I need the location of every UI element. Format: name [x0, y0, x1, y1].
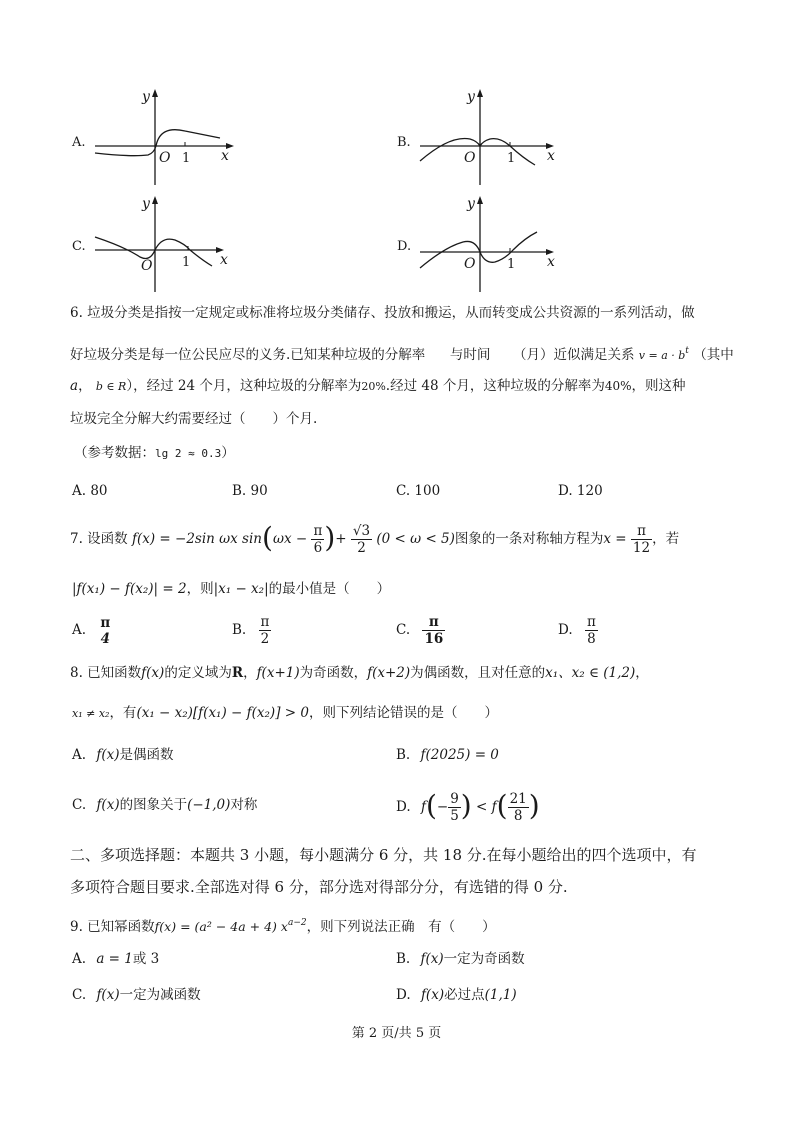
q6-option-c[interactable]: C. 100	[396, 483, 441, 499]
q8-option-d-frac2	[508, 791, 529, 824]
q9-option-d-text: 必过点	[444, 987, 485, 1003]
graph-c-o: O	[141, 258, 153, 274]
q8-option-c-point: (−1,0)	[187, 797, 231, 813]
graph-b-y: y	[467, 89, 475, 105]
q9-option-a-label: A.	[72, 951, 87, 967]
q7-option-c-num: π	[422, 614, 445, 631]
q7-option-c-label: C.	[396, 622, 411, 638]
q7-pi-over-6	[311, 523, 324, 556]
q7-option-b-den: 2	[260, 631, 270, 647]
q8-line1-a: 8. 已知函数	[70, 665, 142, 681]
graph-option-b	[395, 85, 575, 190]
q6-b-in-r: b ∈ R	[95, 380, 127, 393]
q8-option-c-text: 的图象关于	[119, 797, 188, 813]
q9-option-c-math: f(x)	[96, 987, 120, 1003]
q8-option-d-lp2: (	[496, 789, 508, 822]
q8-line1-c: ，	[243, 665, 257, 681]
q9-option-d-label: D.	[396, 987, 411, 1003]
q8-option-c-math: f(x)	[96, 797, 120, 813]
q8-line1	[70, 664, 649, 682]
q8-fx: f(x)	[141, 665, 165, 681]
q8-option-d-rp2: )	[528, 789, 540, 822]
q8-fx2: f(x+2)	[367, 665, 411, 681]
q8-line2-b: ，有	[109, 705, 137, 721]
q7-six: 6	[313, 540, 323, 556]
q9-line1	[70, 914, 496, 936]
q8-option-d-d2: 8	[513, 808, 523, 824]
graph-option-d	[395, 192, 575, 297]
q9-option-d[interactable]	[396, 986, 517, 1004]
q8-option-d-minus: −	[436, 799, 449, 815]
q7-plus: +	[335, 531, 347, 547]
q8-option-d-f1: f	[420, 799, 426, 815]
graph-c-label: C.	[72, 239, 86, 254]
q7-option-d-num: π	[586, 614, 596, 630]
q8-x1x2: x₁、x₂ ∈ (1,2)	[545, 665, 636, 681]
graph-b-x: x	[547, 148, 555, 164]
q6-var-a: a	[70, 378, 79, 394]
q7-option-a-frac	[98, 615, 112, 647]
q8-option-d-lt: < f	[476, 799, 497, 815]
q8-option-d-rp1: )	[460, 789, 472, 822]
graph-d-o: O	[464, 256, 476, 272]
q7-lparen: (	[262, 521, 273, 554]
q6-line2-b: 与时间	[449, 347, 491, 363]
q6-option-d[interactable]: D. 120	[558, 483, 603, 499]
q6-reference	[74, 444, 235, 463]
q9-option-c-text: 一定为减函数	[119, 987, 201, 1003]
q8-line2-c: ，则下列结论错误的是（ ）	[308, 705, 498, 721]
q9-option-b-math: f(x)	[420, 951, 444, 967]
graph-a-svg	[70, 85, 250, 190]
q6-line2	[70, 342, 734, 365]
q7-option-d-frac	[585, 614, 598, 647]
q8-R: R	[231, 665, 244, 681]
q7-pi-num: π	[313, 523, 323, 539]
graph-option-a	[70, 85, 250, 190]
q7-rparen: )	[324, 521, 336, 554]
q7-xeq: x =	[603, 531, 627, 547]
graph-c-y: y	[142, 196, 150, 212]
graph-d-svg	[395, 192, 575, 297]
graph-d-x: x	[547, 254, 555, 270]
page-footer: 第 2 页/共 5 页	[351, 1026, 442, 1041]
q8-option-a-label: A.	[72, 747, 87, 763]
q6-option-a[interactable]: A. 80	[72, 483, 108, 499]
q8-option-c-label: C.	[72, 797, 87, 813]
section2-heading-line2: 多项符合题目要求.全部选对得 6 分，部分选对得部分分，有选错的得 0 分.	[70, 878, 568, 896]
q9-option-d-math: f(x)	[420, 987, 445, 1003]
q8-option-c[interactable]	[72, 796, 257, 814]
q7-option-d-den: 8	[587, 631, 596, 647]
q8-option-c-end: 对称	[230, 797, 258, 813]
q6-comma: ，	[78, 378, 92, 394]
q6-formula: v = a · b	[638, 349, 686, 362]
q6-line3-h: ，则这种	[631, 378, 686, 394]
q7-twelve: 12	[632, 540, 651, 556]
q6-ref-b: lg 2 ≈ 0.3	[155, 447, 222, 460]
q6-formula-sup: t	[685, 346, 689, 356]
graph-b-svg	[395, 85, 575, 190]
q8-option-a-text: 是偶函数	[119, 747, 174, 763]
graph-b-one: 1	[507, 151, 516, 166]
q9-option-b-label: B.	[396, 951, 411, 967]
q9-option-c[interactable]	[72, 986, 201, 1004]
graph-a-one: 1	[182, 151, 191, 166]
q8-option-d-label: D.	[396, 799, 411, 815]
q7-line2-mid: ，则	[186, 581, 214, 597]
graph-d-y: y	[467, 196, 475, 212]
q6-line2-c: （月）近似满足关系	[512, 347, 635, 363]
q8-option-d-d1: 5	[450, 808, 459, 824]
q7-pi-num-2: π	[631, 523, 652, 540]
q7-option-b-num: π	[260, 614, 270, 630]
q7-prefix: 7. 设函数	[70, 531, 128, 547]
q7-two: 2	[357, 540, 366, 556]
graph-option-c	[70, 192, 250, 297]
q8-line1-e: 为偶函数，且对任意的	[410, 665, 546, 681]
q9-option-b[interactable]	[396, 950, 525, 968]
q7-option-c-frac	[422, 614, 445, 647]
q7-option-a[interactable]	[72, 612, 112, 648]
q8-option-d[interactable]	[396, 784, 540, 829]
q7-option-c[interactable]	[396, 612, 445, 648]
q7-line2	[72, 580, 390, 598]
q7-sqrt3-over-2	[351, 523, 372, 556]
q8-option-b-label: B.	[396, 747, 411, 763]
q6-line3	[70, 377, 686, 396]
graph-a-y: y	[142, 89, 150, 105]
graph-c-x: x	[220, 252, 228, 268]
graph-b-label: B.	[397, 135, 411, 150]
q8-option-d-frac1	[448, 791, 461, 824]
q7-option-b-frac	[259, 614, 272, 647]
q7-line1	[70, 516, 679, 560]
graph-d-label: D.	[397, 239, 412, 254]
q7-option-a-num: π	[100, 614, 111, 631]
q8-option-d-lp1: (	[425, 789, 437, 822]
q8-fx1: f(x+1)	[256, 665, 300, 681]
q8-line1-b: 的定义域为	[164, 665, 232, 681]
q7-inner: ωx −	[272, 531, 308, 547]
q7-option-a-label: A.	[72, 622, 87, 638]
q7-pi-over-12	[631, 523, 652, 556]
q9-option-b-text: 一定为奇函数	[443, 951, 525, 967]
q9-option-a-text: 或 3	[132, 951, 160, 967]
q9-option-a[interactable]	[72, 950, 159, 968]
q8-option-a-math: f(x)	[96, 747, 120, 763]
q8-line1-f: ，	[635, 665, 649, 681]
q8-option-d-n1: 9	[450, 791, 459, 807]
q6-ref-c: ）	[221, 445, 235, 461]
graph-d-one: 1	[507, 257, 516, 272]
q9-prefix: 9. 已知幂函数	[70, 919, 155, 935]
graph-b-o: O	[464, 150, 476, 166]
q6-rate-40: 40%	[604, 379, 632, 393]
q7-mid: 图象的一条对称轴方程为	[454, 531, 604, 547]
q6-line1: 6. 垃圾分类是指按一定规定或标准将垃圾分类储存、投放和搬运，从而转变成公共资源的一系列活动，做	[70, 305, 695, 321]
q8-option-d-n2: 21	[509, 791, 527, 807]
q6-option-b[interactable]: B. 90	[232, 483, 268, 499]
q8-option-b-math: f(2025) = 0	[420, 747, 499, 763]
q9-exp: a−2	[287, 918, 307, 928]
q7-cond: (0 < ω < 5)	[376, 531, 455, 547]
q7-option-b[interactable]	[232, 612, 271, 648]
graph-c-svg	[70, 192, 250, 297]
q6-line4: 垃圾完全分解大约需要经过（ ）个月.	[70, 411, 318, 427]
q6-line2-d: （其中	[693, 347, 734, 363]
q6-line3-d: ），经过 24 个月，这种垃圾的分解率为	[126, 378, 362, 394]
q7-option-a-den: 4	[100, 630, 110, 647]
q6-ref-a: （参考数据：	[74, 445, 155, 461]
q7-line2-abs: |x₁ − x₂|	[213, 581, 269, 597]
q8-option-a[interactable]	[72, 746, 174, 764]
q9-option-a-math: a = 1	[96, 951, 133, 967]
q8-line1-d: 为奇函数，	[299, 665, 368, 681]
q6-line3-f: .经过 48 个月，这种垃圾的分解率为	[385, 378, 605, 394]
q7-sqrt3: √3	[352, 523, 371, 539]
q8-line2	[72, 704, 498, 723]
q8-line2-a: x₁ ≠ x₂	[72, 707, 110, 720]
q7-line2-end: 的最小值是（ ）	[268, 581, 391, 597]
q6-line2-a: 好垃圾分类是每一位公民应尽的义务.已知某种垃圾的分解率	[70, 347, 426, 363]
q7-suffix: ，若	[652, 531, 680, 547]
q6-rate-20: 20%	[361, 380, 386, 393]
q7-option-d[interactable]	[558, 612, 598, 648]
q7-option-b-label: B.	[232, 622, 247, 638]
graph-c-one: 1	[182, 255, 191, 270]
q8-option-b[interactable]	[396, 746, 499, 764]
q9-option-c-label: C.	[72, 987, 87, 1003]
q7-option-c-den: 16	[424, 631, 444, 647]
q7-option-d-label: D.	[558, 622, 573, 638]
q9-expr: f(x) = (a² − 4a + 4) x	[154, 919, 288, 934]
q8-line2-expr: (x₁ − x₂)[f(x₁) − f(x₂)] > 0	[136, 705, 309, 721]
graph-a-label: A.	[72, 135, 86, 150]
section2-heading-line1: 二、多项选择题：本题共 3 小题，每小题满分 6 分，共 18 分.在每小题给出的四个选项中，有	[70, 846, 697, 864]
q9-suffix: ，则下列说法正确 有（ ）	[306, 919, 496, 935]
q7-line2-expr: |f(x₁) − f(x₂)| = 2	[72, 581, 187, 597]
q9-option-d-point: (1,1)	[484, 987, 517, 1003]
q7-func: f(x) = −2sin ωx sin	[131, 531, 262, 547]
graph-a-x: x	[221, 148, 229, 164]
graph-a-o: O	[159, 150, 171, 166]
